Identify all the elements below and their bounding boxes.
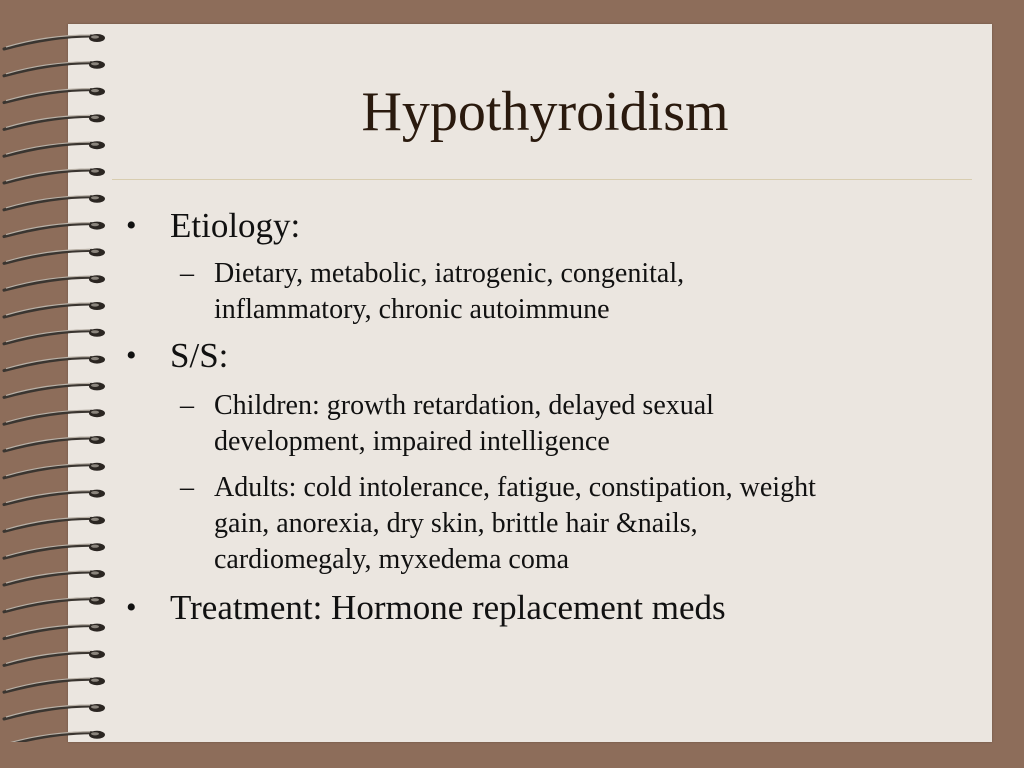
spiral-ring: [4, 731, 105, 742]
title-divider: [112, 179, 972, 180]
spiral-ring: [4, 34, 105, 49]
spiral-ring: [4, 168, 105, 183]
spiral-ring: [4, 222, 105, 237]
spiral-ring: [4, 195, 105, 210]
spiral-ring: [4, 650, 105, 665]
dash-marker: –: [180, 390, 194, 421]
spiral-ring: [4, 677, 105, 692]
bullet-marker: •: [126, 591, 137, 624]
dash-marker: –: [180, 472, 194, 503]
slide-title: Hypothyroidism: [361, 81, 729, 143]
spiral-binding: [0, 24, 120, 742]
sub-bullet-line: Dietary, metabolic, iatrogenic, congenital,: [214, 258, 685, 289]
bullet-treatment: [118, 586, 968, 630]
sub-bullet-line: Children: growth retardation, delayed sexual: [214, 390, 714, 421]
spiral-ring: [4, 382, 105, 397]
spiral-ring: [4, 141, 105, 156]
bullet-label: Treatment: Hormone replacement meds: [170, 588, 726, 627]
bullet-signs-symptoms: [118, 334, 968, 378]
spiral-ring: [4, 329, 105, 344]
bullet-etiology: [118, 204, 968, 248]
bullet-list: [118, 200, 968, 630]
spiral-ring: [4, 490, 105, 505]
bullet-label: S/S:: [170, 336, 229, 375]
spiral-ring: [4, 463, 105, 478]
spiral-ring: [4, 88, 105, 103]
spiral-ring: [4, 436, 105, 451]
sub-bullet-children: [118, 388, 968, 460]
spiral-ring: [4, 543, 105, 558]
spiral-ring: [4, 275, 105, 290]
sub-bullet-line: gain, anorexia, dry skin, brittle hair &nails,: [214, 508, 698, 539]
bullet-marker: •: [126, 339, 137, 372]
spiral-ring: [4, 597, 105, 612]
spiral-ring: [4, 409, 105, 424]
spiral-ring: [4, 248, 105, 263]
sub-bullet-adults: [118, 470, 968, 578]
sub-bullet-line: Adults: cold intolerance, fatigue, constipation, weight: [214, 472, 816, 503]
bullet-label: Etiology:: [170, 206, 301, 245]
spiral-ring: [4, 356, 105, 371]
spiral-ring: [4, 114, 105, 129]
sub-bullet-etiology-causes: [118, 256, 968, 328]
bullet-marker: •: [126, 209, 137, 242]
spiral-ring: [4, 302, 105, 317]
spiral-ring: [4, 516, 105, 531]
sub-bullet-line: cardiomegaly, myxedema coma: [214, 544, 570, 575]
sub-bullet-line: development, impaired intelligence: [214, 426, 610, 457]
spiral-ring: [4, 624, 105, 639]
dash-marker: –: [180, 258, 194, 289]
spiral-ring: [4, 61, 105, 76]
spiral-ring: [4, 704, 105, 719]
sub-bullet-line: inflammatory, chronic autoimmune: [214, 294, 610, 325]
spiral-ring: [4, 570, 105, 585]
